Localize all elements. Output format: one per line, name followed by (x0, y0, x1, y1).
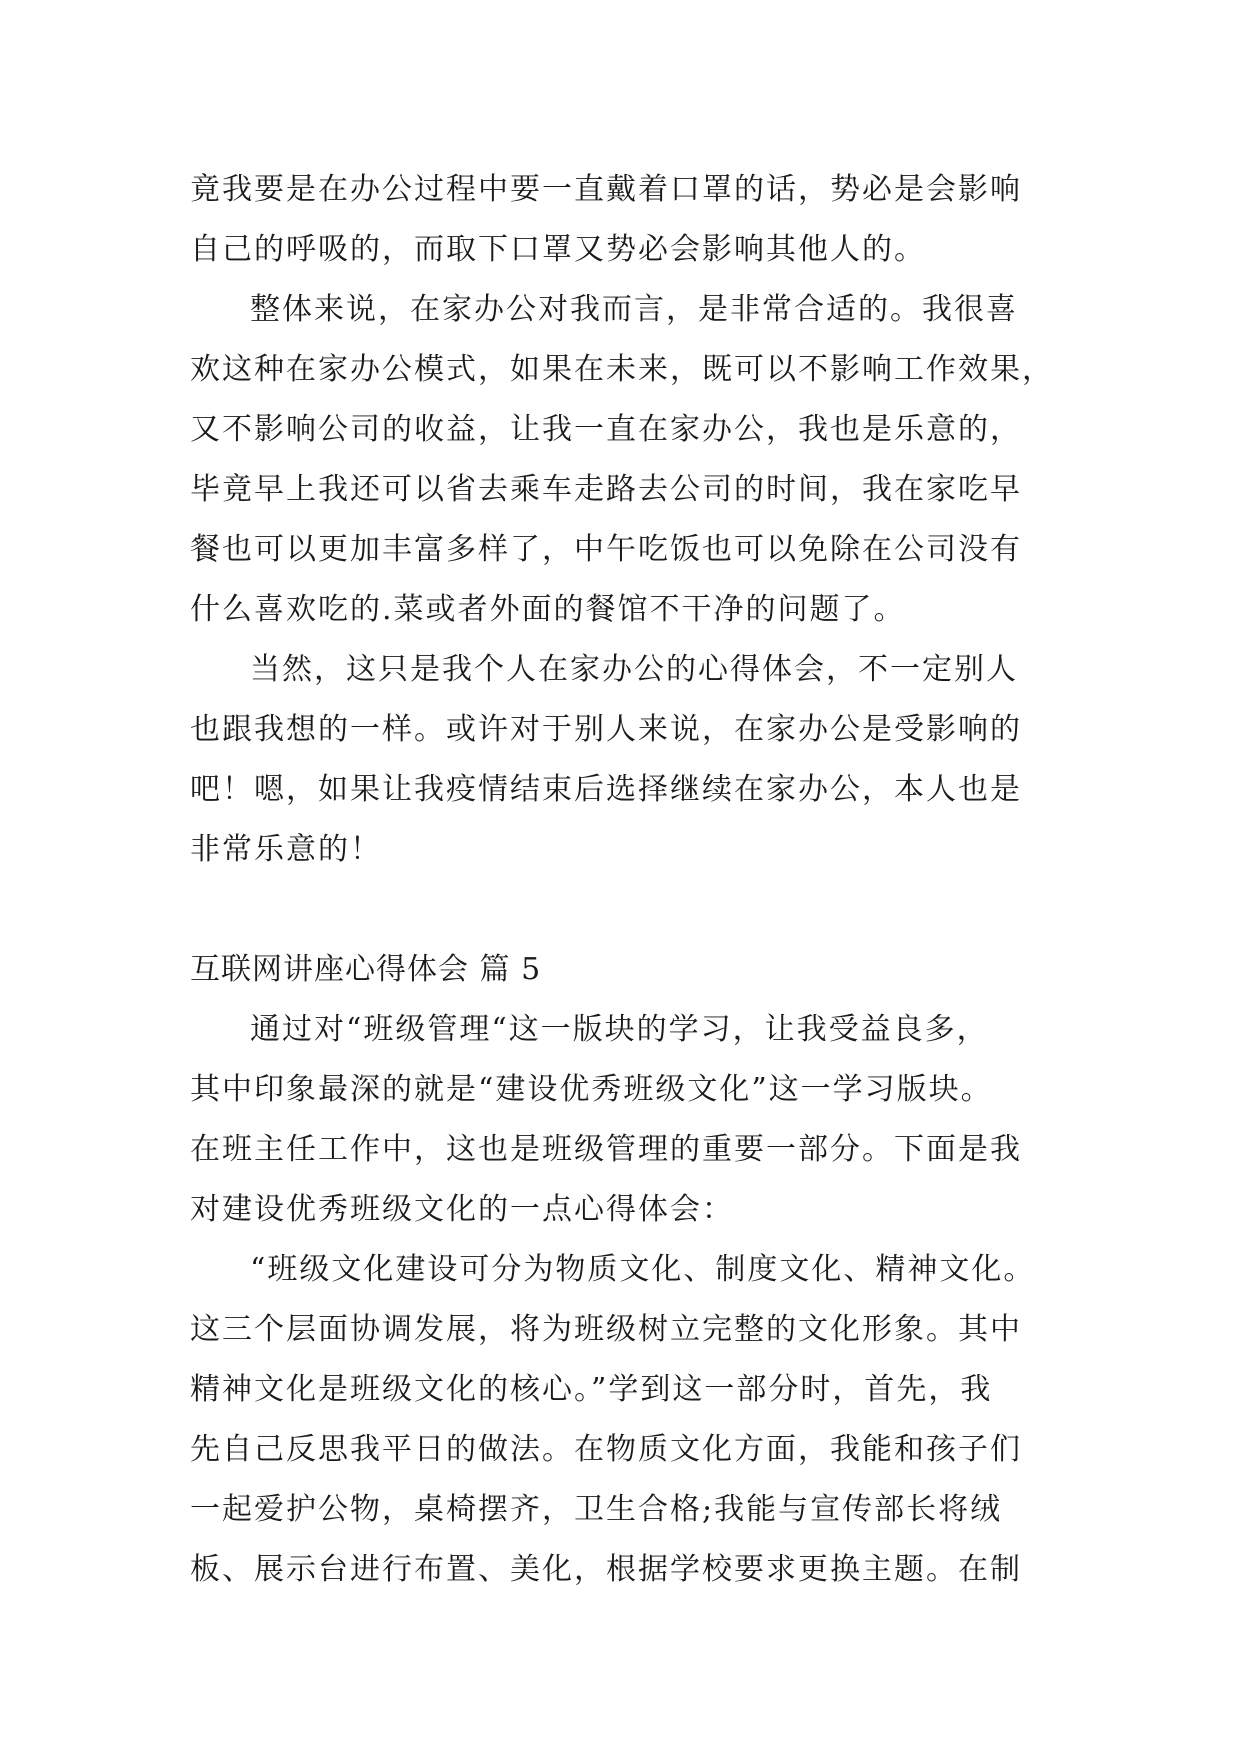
text-line: 这三个层面协调发展，将为班级树立完整的文化形象。其中 (190, 1312, 1022, 1347)
text-line: 餐也可以更加丰富多样了，中午吃饭也可以免除在公司没有 (190, 532, 1022, 567)
text-line: 欢这种在家办公模式，如果在未来，既可以不影响工作效果， (190, 352, 1054, 387)
paragraph (190, 1000, 1070, 1240)
section-spacer (190, 880, 1070, 940)
text-line: 又不影响公司的收益，让我一直在家办公，我也是乐意的， (190, 412, 1022, 447)
text-line: 整体来说，在家办公对我而言，是非常合适的。我很喜 (250, 292, 1018, 327)
paragraph (190, 1240, 1070, 1600)
text-line: 非常乐意的！ (190, 832, 382, 867)
text-line: 对建设优秀班级文化的一点心得体会： (190, 1192, 734, 1227)
paragraph (190, 640, 1070, 880)
text-line: 也跟我想的一样。或许对于别人来说，在家办公是受影响的 (190, 712, 1022, 747)
text-line: 板、展示台进行布置、美化，根据学校要求更换主题。在制 (190, 1552, 1022, 1587)
text-line: 吧！嗯，如果让我疫情结束后选择继续在家办公，本人也是 (190, 772, 1022, 807)
text-line: 在班主任工作中，这也是班级管理的重要一部分。下面是我 (190, 1132, 1022, 1167)
text-line: 竟我要是在办公过程中要一直戴着口罩的话，势必是会影响 (190, 172, 1022, 207)
text-line: 当然，这只是我个人在家办公的心得体会，不一定别人 (250, 652, 1018, 687)
section-heading: 互联网讲座心得体会 篇 5 (190, 952, 542, 987)
text-line: 先自己反思我平日的做法。在物质文化方面，我能和孩子们 (190, 1432, 1022, 1467)
text-line: 毕竟早上我还可以省去乘车走路去公司的时间，我在家吃早 (190, 472, 1022, 507)
text-line: 通过对“班级管理“这一版块的学习，让我受益良多， (250, 1012, 989, 1047)
text-line: 其中印象最深的就是“建设优秀班级文化”这一学习版块。 (190, 1072, 993, 1107)
document-page (190, 160, 1070, 1600)
paragraph (190, 280, 1070, 640)
text-line: 一起爱护公物，桌椅摆齐，卫生合格;我能与宣传部长将绒 (190, 1492, 1003, 1527)
text-line: 自己的呼吸的，而取下口罩又势必会影响其他人的。 (190, 232, 926, 267)
text-line: 精神文化是班级文化的核心。”学到这一部分时，首先，我 (190, 1372, 993, 1407)
paragraph (190, 160, 1070, 280)
text-line: “班级文化建设可分为物质文化、制度文化、精神文化。 (250, 1252, 1036, 1287)
text-line: 什么喜欢吃的.菜或者外面的餐馆不干净的问题了。 (190, 592, 906, 627)
